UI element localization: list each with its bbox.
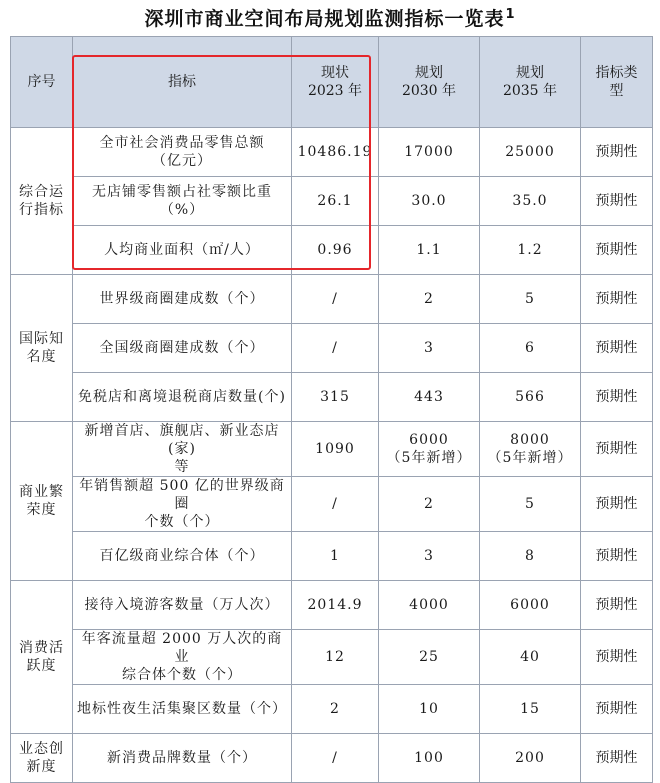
current-value-cell [292,477,379,532]
current-value-cell-line1: / [332,750,338,766]
type-cell-line1: 预期性 [595,389,638,405]
header-type [581,37,653,128]
plan-2035-cell [480,373,581,422]
indicator-cell-line2: （亿元） [152,153,212,169]
plan-2030-cell-line2: （5年新增） [386,450,472,466]
type-cell [581,128,653,177]
page-title [0,4,660,31]
type-cell [581,275,653,324]
indicator-cell [73,128,292,177]
indicator-cell-line2: 个数（个） [144,514,220,530]
table-row [11,275,653,324]
plan-2035-cell [480,630,581,685]
group-name-line1: 国际知 [19,331,64,347]
indicator-cell-line1: 地标性夜生活集聚区数量（个） [77,701,287,717]
plan-2030-cell [379,373,480,422]
type-cell [581,532,653,581]
type-cell-line1: 预期性 [595,193,638,209]
current-value-cell-line1: 1090 [315,441,355,457]
plan-2035-cell [480,422,581,477]
group-name-line2: 行指标 [19,202,64,218]
plan-2035-cell [480,275,581,324]
table-row [11,532,653,581]
group-name [11,422,73,581]
group-name-line1: 消费活 [19,640,64,656]
title-text: 深圳市商业空间布局规划监测指标一览表 [144,8,505,30]
plan-2030-cell [379,630,480,685]
current-value-cell-line1: 10486.19 [297,144,373,160]
current-value-cell [292,581,379,630]
table-row [11,477,653,532]
type-cell-line1: 预期性 [595,242,638,258]
group-name-line1: 业态创 [19,741,64,757]
plan-2035-cell [480,477,581,532]
table-row [11,685,653,734]
header-current-line2: 2023 年 [307,83,363,99]
current-value-cell-line1: 26.1 [317,193,353,209]
plan-2035-cell-line1: 40 [520,649,540,665]
table-row [11,324,653,373]
current-value-cell [292,373,379,422]
current-value-cell [292,734,379,783]
current-value-cell [292,226,379,275]
type-cell-line1: 预期性 [595,340,638,356]
table-row [11,422,653,477]
type-cell-line1: 预期性 [595,649,638,665]
plan-2030-cell [379,226,480,275]
indicator-cell-line1: 新消费品牌数量（个） [107,750,257,766]
indicator-cell [73,630,292,685]
current-value-cell-line1: 2014.9 [307,597,363,613]
plan-2035-cell [480,226,581,275]
current-value-cell-line1: 12 [325,649,345,665]
table-row [11,734,653,783]
indicator-cell-line1: 年销售额超 500 亿的世界级商圈 [79,478,285,512]
indicator-cell [73,275,292,324]
group-name-line2: 荣度 [26,502,57,518]
header-indicator: 指标 [73,37,292,128]
plan-2035-cell-line1: 35.0 [512,193,548,209]
plan-2030-cell-line1: 10 [419,701,439,717]
plan-2035-cell-line1: 8 [525,548,535,564]
plan-2030-cell [379,324,480,373]
indicator-cell [73,373,292,422]
current-value-cell [292,422,379,477]
group-name-line2: 新度 [26,759,57,775]
current-value-cell-line1: / [332,291,338,307]
group-name-line2: 名度 [26,349,57,365]
plan-2035-cell-line1: 6000 [510,597,550,613]
plan-2035-cell-line1: 8000 [510,432,550,448]
current-value-cell [292,275,379,324]
current-value-cell [292,177,379,226]
type-cell-line1: 预期性 [595,441,638,457]
header-plan-2035-line1: 规划 [516,65,544,81]
table-row [11,226,653,275]
indicator-cell [73,422,292,477]
plan-2035-cell [480,324,581,373]
type-cell [581,630,653,685]
current-value-cell [292,685,379,734]
plan-2035-cell-line1: 200 [515,750,545,766]
type-cell-line1: 预期性 [595,701,638,717]
plan-2030-cell-line1: 4000 [409,597,449,613]
plan-2030-cell [379,581,480,630]
header-type-line1: 指标类 [595,65,638,81]
plan-2035-cell [480,581,581,630]
group-name-line1: 综合运 [19,184,64,200]
type-cell [581,226,653,275]
plan-2035-cell-line2: （5年新增） [487,450,573,466]
type-cell-line1: 预期性 [595,597,638,613]
plan-2030-cell-line1: 2 [424,291,434,307]
group-name-line1: 商业繁 [19,484,64,500]
plan-2035-cell [480,177,581,226]
table-row [11,630,653,685]
header-plan-2030-line1: 规划 [415,65,443,81]
indicator-cell [73,177,292,226]
indicator-cell-line1: 全国级商圈建成数（个） [99,340,265,356]
indicator-cell-line1: 全市社会消费品零售总额 [99,135,265,151]
plan-2035-cell-line1: 6 [525,340,535,356]
table-row [11,581,653,630]
plan-2030-cell-line1: 6000 [409,432,449,448]
header-plan-2035 [480,37,581,128]
plan-2030-cell [379,734,480,783]
indicator-cell [73,324,292,373]
type-cell [581,734,653,783]
indicator-cell-line1: 无店铺零售额占社零额比重（%） [92,184,272,218]
current-value-cell-line1: 0.96 [317,242,353,258]
table-row [11,177,653,226]
plan-2035-cell-line1: 15 [520,701,540,717]
group-name-line2: 跃度 [26,658,57,674]
plan-2030-cell [379,477,480,532]
plan-2035-cell-line1: 1.2 [517,242,543,258]
indicator-cell-line1: 世界级商圈建成数（个） [99,291,265,307]
plan-2030-cell-line1: 30.0 [411,193,447,209]
plan-2030-cell-line1: 443 [414,389,444,405]
indicator-cell [73,477,292,532]
header-plan-2035-line2: 2035 年 [502,83,558,99]
indicator-cell-line1: 人均商业面积（㎡/人） [104,242,260,258]
current-value-cell-line1: 315 [320,389,350,405]
plan-2030-cell-line1: 100 [414,750,444,766]
indicator-cell [73,226,292,275]
plan-2030-cell [379,177,480,226]
current-value-cell [292,532,379,581]
group-name [11,128,73,275]
type-cell [581,581,653,630]
type-cell-line1: 预期性 [595,750,638,766]
type-cell-line1: 预期性 [595,144,638,160]
current-value-cell [292,128,379,177]
type-cell [581,373,653,422]
indicator-cell-line2: 等 [174,459,190,475]
plan-2035-cell [480,734,581,783]
table-row [11,373,653,422]
indicator-table [10,36,653,783]
header-plan-2030 [379,37,480,128]
header-seq: 序号 [11,37,73,128]
type-cell [581,685,653,734]
group-name [11,734,73,783]
plan-2030-cell-line1: 25 [419,649,439,665]
current-value-cell [292,324,379,373]
header-current-line1: 现状 [321,65,349,81]
plan-2035-cell-line1: 5 [525,291,535,307]
plan-2030-cell [379,532,480,581]
plan-2035-cell-line1: 5 [525,496,535,512]
indicator-cell [73,532,292,581]
type-cell-line1: 预期性 [595,496,638,512]
plan-2030-cell-line1: 3 [424,340,434,356]
type-cell-line1: 预期性 [595,291,638,307]
plan-2035-cell-line1: 566 [515,389,545,405]
current-value-cell-line1: / [332,340,338,356]
current-value-cell-line1: 1 [330,548,340,564]
indicator-cell [73,581,292,630]
plan-2030-cell-line1: 17000 [404,144,454,160]
plan-2030-cell [379,422,480,477]
indicator-cell-line1: 免税店和离境退税商店数量(个) [78,389,286,405]
indicator-cell-line1: 年客流量超 2000 万人次的商业 [81,631,283,665]
current-value-cell-line1: 2 [330,701,340,717]
type-cell [581,477,653,532]
current-value-cell-line1: / [332,496,338,512]
header-type-line2: 型 [609,83,624,99]
type-cell [581,324,653,373]
plan-2030-cell [379,685,480,734]
header-row [11,37,653,128]
table-row [11,128,653,177]
group-name [11,275,73,422]
group-name [11,581,73,734]
type-cell-line1: 预期性 [595,548,638,564]
header-plan-2030-line2: 2030 年 [401,83,457,99]
plan-2035-cell-line1: 25000 [505,144,555,160]
indicator-cell-line2: 综合体个数（个） [122,667,242,683]
plan-2030-cell [379,275,480,324]
current-value-cell [292,630,379,685]
title-footnote: 1 [505,6,516,22]
indicator-cell-line1: 百亿级商业综合体（个） [99,548,265,564]
header-current [292,37,379,128]
indicator-cell-line1: 新增首店、旗舰店、新业态店(家) [84,423,280,457]
plan-2030-cell-line1: 2 [424,496,434,512]
table-body [11,128,653,783]
indicator-cell [73,685,292,734]
plan-2035-cell [480,128,581,177]
type-cell [581,422,653,477]
indicator-cell [73,734,292,783]
plan-2035-cell [480,532,581,581]
indicator-cell-line1: 接待入境游客数量（万人次） [84,597,280,613]
plan-2030-cell [379,128,480,177]
plan-2030-cell-line1: 3 [424,548,434,564]
plan-2030-cell-line1: 1.1 [416,242,442,258]
plan-2035-cell [480,685,581,734]
type-cell [581,177,653,226]
